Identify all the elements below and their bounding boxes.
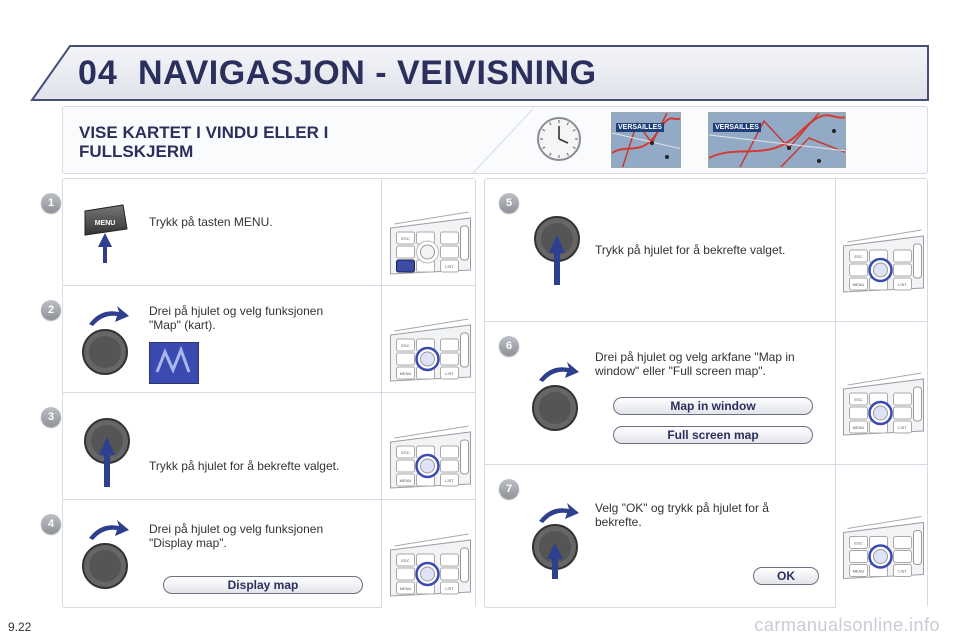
full-screen-map-option: Full screen map bbox=[613, 426, 813, 444]
device-panel bbox=[381, 500, 475, 608]
step-2 bbox=[47, 286, 475, 393]
clock-icon bbox=[535, 115, 583, 163]
step-3 bbox=[47, 393, 475, 500]
device-panel bbox=[381, 179, 475, 285]
map-roads-full bbox=[709, 113, 846, 168]
section-banner bbox=[62, 106, 928, 174]
radio-control-panel bbox=[382, 286, 475, 392]
chapter-header bbox=[30, 44, 930, 102]
step-7 bbox=[485, 465, 927, 608]
steps-column-right bbox=[484, 178, 928, 608]
step-1 bbox=[47, 179, 475, 286]
step-number-badge: 6 bbox=[499, 336, 519, 356]
step-instruction: Trykk på hjulet for å bekrefte valget. bbox=[149, 459, 340, 473]
step-number-badge: 3 bbox=[41, 407, 61, 427]
step-number-badge: 5 bbox=[499, 193, 519, 213]
device-label-esc: ESC bbox=[854, 397, 863, 402]
device-panel bbox=[835, 465, 927, 608]
ok-option: OK bbox=[753, 567, 819, 585]
device-label-menu: MENU bbox=[399, 264, 412, 269]
step-4 bbox=[47, 500, 475, 608]
rotary-knob-turn-press-icon bbox=[529, 499, 589, 579]
map-menu-icon bbox=[149, 342, 199, 384]
device-label-esc: ESC bbox=[401, 236, 410, 241]
step-6 bbox=[485, 322, 927, 465]
device-label-esc: ESC bbox=[401, 450, 410, 455]
device-label-list: LIST bbox=[445, 264, 454, 269]
radio-control-panel bbox=[382, 500, 475, 608]
watermark: carmanualsonline.info bbox=[754, 615, 940, 635]
device-label-menu: MENU bbox=[399, 478, 412, 483]
device-label-menu: MENU bbox=[852, 282, 865, 287]
device-label-esc: ESC bbox=[854, 540, 863, 546]
chapter-title: NAVIGASJON - VEIVISNING bbox=[138, 54, 597, 92]
map-fullscreen-thumbnail bbox=[708, 112, 846, 168]
rotary-knob-press-icon bbox=[531, 215, 583, 291]
rotary-knob-turn-icon bbox=[79, 516, 139, 592]
device-label-list: LIST bbox=[898, 282, 907, 287]
device-label-esc: ESC bbox=[401, 343, 410, 348]
menu-key-label: MENU bbox=[94, 220, 116, 227]
section-title: VISE KARTET I VINDU ELLER I FULLSKJERM bbox=[79, 123, 329, 161]
rotary-knob-turn-icon bbox=[79, 302, 139, 378]
device-label-menu: MENU bbox=[852, 425, 865, 430]
steps-column-left bbox=[47, 178, 476, 608]
radio-control-panel bbox=[836, 179, 927, 321]
device-label-list: LIST bbox=[445, 586, 454, 591]
device-label-menu: MENU bbox=[399, 371, 412, 376]
device-label-menu: MENU bbox=[399, 586, 412, 591]
step-instruction: Drei på hjulet og velg funksjonen "Map" (kart). bbox=[149, 304, 324, 332]
radio-control-panel bbox=[382, 393, 475, 499]
device-label-list: LIST bbox=[898, 568, 907, 574]
step-number-badge: 7 bbox=[499, 479, 519, 499]
step-number-badge: 2 bbox=[41, 300, 61, 320]
menu-button-icon bbox=[81, 203, 131, 263]
device-label-list: LIST bbox=[445, 478, 454, 483]
map-in-window-option: Map in window bbox=[613, 397, 813, 415]
step-number-badge: 1 bbox=[41, 193, 61, 213]
map-city-label-full: VERSAILLES bbox=[715, 124, 759, 131]
step-instruction: Trykk på tasten MENU. bbox=[149, 215, 273, 229]
rotary-knob-press-icon bbox=[81, 417, 133, 493]
device-label-list: LIST bbox=[445, 371, 454, 376]
map-window-thumbnail bbox=[611, 112, 681, 168]
radio-control-panel bbox=[382, 179, 475, 285]
map-city-label: VERSAILLES bbox=[618, 124, 662, 131]
device-panel bbox=[835, 322, 927, 464]
step-number-badge: 4 bbox=[41, 514, 61, 534]
step-5 bbox=[485, 179, 927, 322]
step-instruction: Drei på hjulet og velg funksjonen "Display map". bbox=[149, 522, 324, 550]
radio-control-panel bbox=[836, 322, 927, 464]
display-map-option: Display map bbox=[163, 576, 363, 594]
device-label-menu: MENU bbox=[852, 568, 865, 574]
device-panel bbox=[381, 286, 475, 392]
step-instruction: Drei på hjulet og velg arkfane "Map in window" eller "Full screen map". bbox=[595, 350, 795, 378]
rotary-knob-turn-icon bbox=[529, 358, 589, 434]
chapter-number: 04 bbox=[78, 54, 118, 92]
device-panel bbox=[381, 393, 475, 499]
device-label-esc: ESC bbox=[854, 254, 863, 259]
device-label-list: LIST bbox=[898, 425, 907, 430]
map-roads bbox=[612, 113, 681, 168]
device-panel bbox=[835, 179, 927, 321]
device-label-esc: ESC bbox=[401, 558, 410, 563]
page-number: 9.22 bbox=[8, 620, 32, 634]
step-instruction: Velg "OK" og trykk på hjulet for å bekrefte. bbox=[595, 501, 769, 529]
step-instruction: Trykk på hjulet for å bekrefte valget. bbox=[595, 243, 786, 257]
radio-control-panel bbox=[836, 465, 927, 608]
